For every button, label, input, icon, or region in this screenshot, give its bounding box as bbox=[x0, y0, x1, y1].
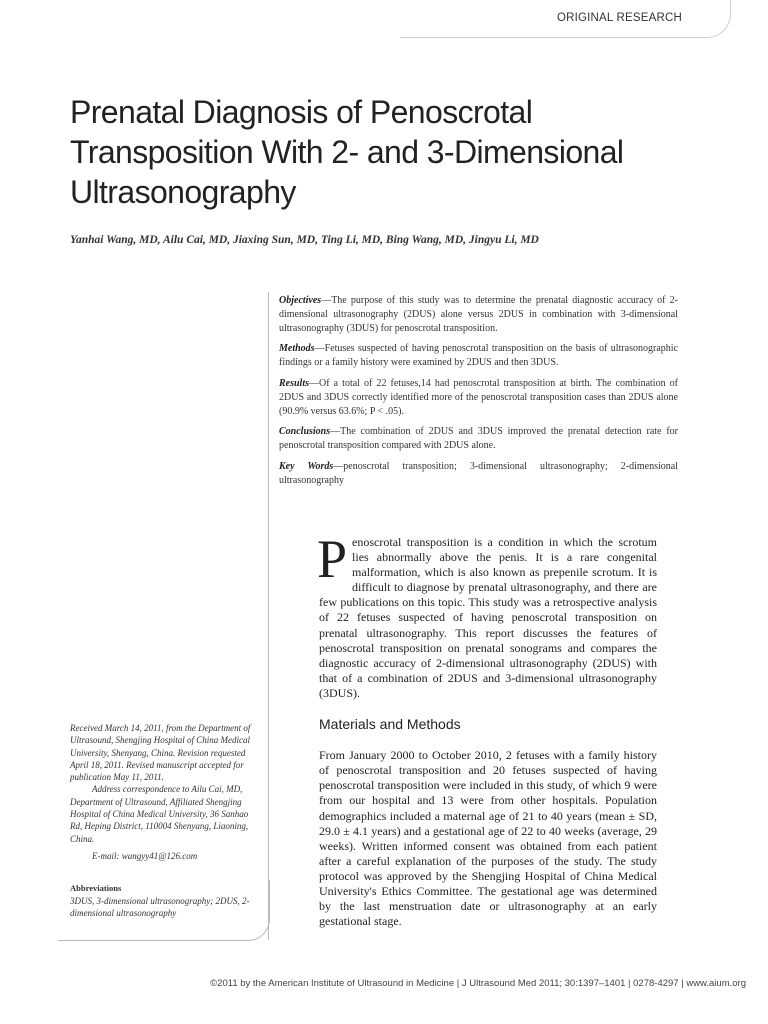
abstract-text: —The purpose of this study was to determine the prenatal diagnostic accuracy of 2-dimensional ultrasonography (2DUS) alone versus 2DUS in combination with 3-dimensional ultrasonography (3DUS) for penoscrotal transposition. bbox=[279, 295, 678, 334]
methods-paragraph: From January 2000 to October 2010, 2 fetuses with a family history of penoscrotal transposition and 20 fetuses suspected of having penoscrotal transposition were included in this study, of which 9 were from our hospital and 13 were from other hospitals. Population demographics included a maternal age of 21 to 40 years (mean ± SD, 29.0 ± 4.1 years) and a gestational age of 22 to 40 weeks (average, 29 weeks). Written informed consent was obtained from each patient after a careful explanation of the purposes of the study. The study protocol was approved by the Shengjing Hospital of China Medical University's Ethics Committee. The gestational age was determined by the last menstruation date or ultrasonography at an early gestational stage. bbox=[319, 748, 657, 929]
abstract-label: Methods bbox=[279, 343, 315, 355]
abstract-methods bbox=[279, 342, 678, 370]
abstract-conclusions bbox=[279, 425, 678, 453]
received-note: Received March 14, 2011, from the Department of Ultrasound, Shengjing Hospital of China Medical University, Shenyang, China. Revision requested April 18, 2011. Revised manuscript accepted for publication May 11, 2011. bbox=[70, 723, 251, 783]
article-info-sidebar bbox=[70, 722, 262, 919]
abstract-results bbox=[279, 377, 678, 418]
header-corner-curve bbox=[690, 0, 731, 38]
intro-paragraph bbox=[317, 529, 657, 701]
abstract-label: Objectives bbox=[279, 295, 322, 306]
body-column bbox=[317, 529, 657, 929]
abstract-keywords bbox=[279, 460, 678, 488]
page-footer: ©2011 by the American Institute of Ultrasound in Medicine | J Ultrasound Med 2011; 30:1397–1401 | 0278-4297 | www.aium.org bbox=[210, 978, 746, 989]
drop-cap: P bbox=[317, 529, 348, 589]
intro-text: enoscrotal transposition is a condition in which the scrotum lies abnormally above the penis. It is a rare congenital malformation, which is also known as prepenile scrotum. It is difficult to diagnose by prenatal ultrasonography, and there are few publications on this topic. This study was a retrospective analysis of 22 fetuses suspected of having penoscrotal transposition on prenatal ultrasonography. This report discusses the features of penoscrotal transposition on prenatal sonograms and compares the diagnostic accuracy of 2-dimensional ultrasonography (2DUS) with that of a combination of 2DUS and 3-dimensional ultrasonography (3DUS). bbox=[319, 535, 657, 700]
title-line-1: Prenatal Diagnosis of Penoscrotal bbox=[70, 94, 533, 130]
abbreviations-heading: Abbreviations bbox=[70, 883, 122, 894]
abstract-label: Key Words bbox=[279, 460, 334, 472]
abstract-text: —penoscrotal transposition; 3-dimensional ultrasonography; 2-dimensional ultrasonography bbox=[279, 460, 678, 486]
article-title bbox=[70, 92, 710, 212]
title-line-3: Ultrasonography bbox=[70, 174, 296, 210]
abstract-label: Results bbox=[279, 377, 310, 389]
abstract-text: —The combination of 2DUS and 3DUS improved the prenatal detection rate for penoscrotal transposition compared with 2DUS alone. bbox=[279, 426, 678, 452]
abbreviations-text: 3DUS, 3-dimensional ultrasonography; 2DUS, 2-dimensional ultrasonography bbox=[70, 895, 250, 918]
abstract-text: —Fetuses suspected of having penoscrotal transposition on the basis of ultrasonographic findings or a family history were examined by 2DUS and then 3DUS. bbox=[279, 343, 678, 369]
section-label: ORIGINAL RESEARCH bbox=[556, 12, 682, 24]
email-line: E-mail: wangyy41@126.com bbox=[92, 850, 198, 861]
author-list: Yanhai Wang, MD, Ailu Cai, MD, Jiaxing Sun, MD, Ting Li, MD, Bing Wang, MD, Jingyu Li, MD bbox=[70, 234, 539, 246]
title-line-2: Transposition With 2- and 3-Dimensional bbox=[70, 134, 624, 170]
abstract-text: —Of a total of 22 fetuses,14 had penoscrotal transposition at birth. The combination of 2DUS and 3DUS correctly identified more of the penoscrotal transposition cases than 2DUS alone (90.9% versus 63.6%; P < .05). bbox=[279, 377, 678, 417]
abstract-objectives bbox=[279, 294, 678, 335]
abstract bbox=[279, 294, 678, 495]
abstract-label: Conclusions bbox=[279, 426, 331, 438]
section-heading: Materials and Methods bbox=[319, 716, 461, 733]
correspondence-note: Address correspondence to Ailu Cai, MD, Department of Ultrasound, Affiliated Shengjing Hospital of China Medical University, 36 Sanhao Rd, Heping District, 110004 Shenyang, Liaoning, China. bbox=[70, 784, 249, 844]
column-divider bbox=[268, 292, 269, 940]
